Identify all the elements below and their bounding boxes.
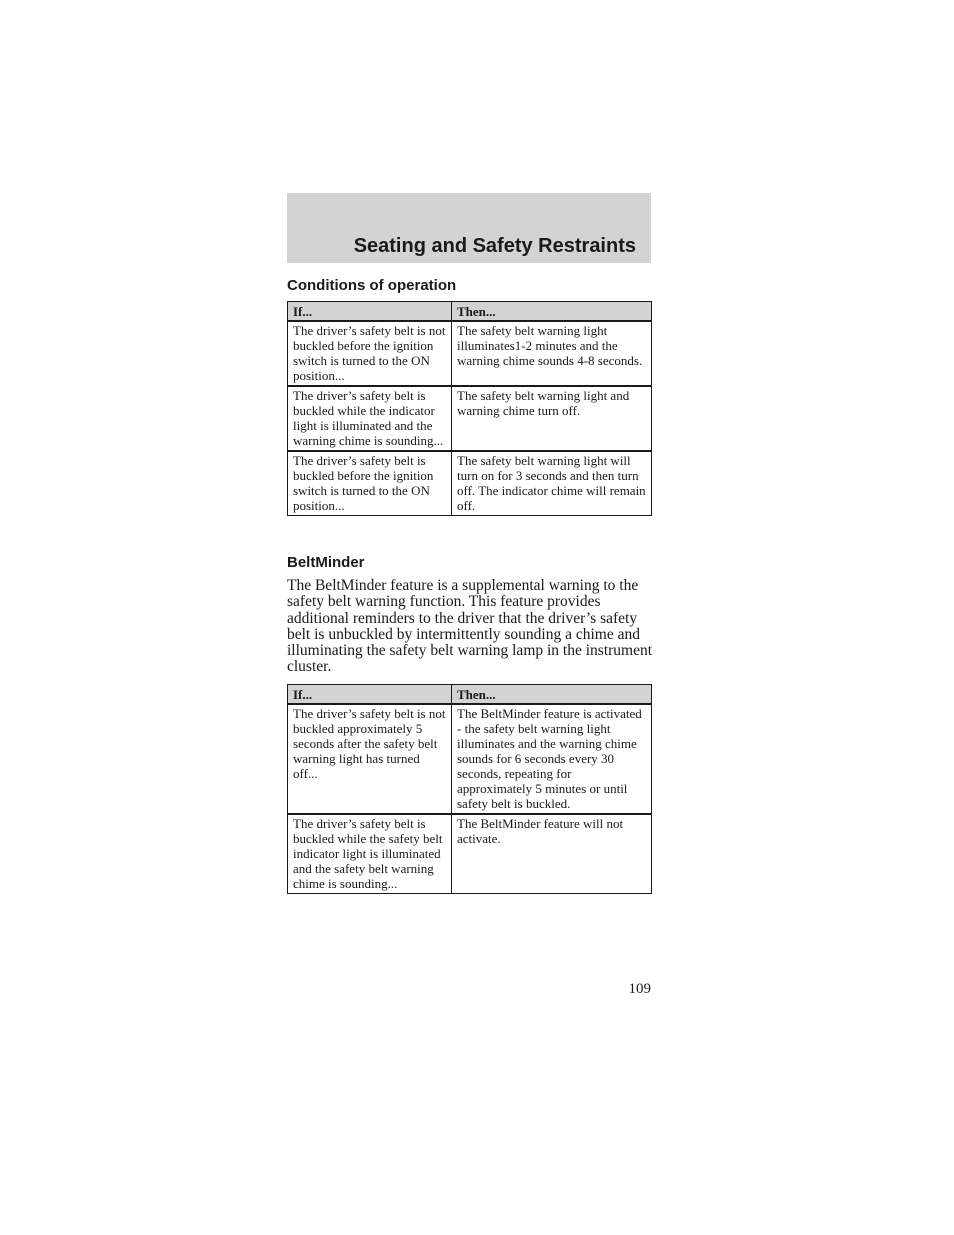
column-header-then: Then... [452,685,652,705]
table-header-row [288,302,652,322]
column-header-if: If... [288,685,452,705]
conditions-heading: Conditions of operation [287,277,457,294]
result-cell: The BeltMinder feature is activated - the safety belt warning light illuminates and the warning chime sounds for 6 seconds every 30 seconds, repeating for approximately 5 minutes or until safety belt is buckled. [452,704,652,814]
table-row [288,451,652,516]
result-cell: The safety belt warning light illuminates1-2 minutes and the warning chime sounds 4-8 seconds. [452,321,652,386]
conditions-table [287,301,652,516]
condition-cell: The driver’s safety belt is not buckled before the ignition switch is turned to the ON position... [288,321,452,386]
result-cell: The BeltMinder feature will not activate. [452,814,652,894]
beltminder-table [287,684,652,894]
page-title: Seating and Safety Restraints [353,235,636,257]
beltminder-heading: BeltMinder [287,554,365,571]
column-header-if: If... [288,302,452,322]
table-row [288,321,652,386]
table-row [288,386,652,451]
table-header-row [288,685,652,705]
condition-cell: The driver’s safety belt is buckled while the indicator light is illuminated and the warning chime is sounding... [288,386,452,451]
header-band [287,193,651,263]
condition-cell: The driver’s safety belt is not buckled approximately 5 seconds after the safety belt warning light has turned off... [288,704,452,814]
result-cell: The safety belt warning light and warning chime turn off. [452,386,652,451]
beltminder-description: The BeltMinder feature is a supplemental warning to the safety belt warning function. This feature provides additional reminders to the driver that the driver’s safety belt is unbuckled by intermittently sounding a chime and illuminating the safety belt warning lamp in the instrument cluster. [287,577,653,676]
result-cell: The safety belt warning light will turn on for 3 seconds and then turn off. The indicator chime will remain off. [452,451,652,516]
table-row [288,814,652,894]
condition-cell: The driver’s safety belt is buckled before the ignition switch is turned to the ON position... [288,451,452,516]
condition-cell: The driver’s safety belt is buckled while the safety belt indicator light is illuminated and the safety belt warning chime is sounding... [288,814,452,894]
table-row [288,704,652,814]
column-header-then: Then... [452,302,652,322]
page-number: 109 [628,981,651,997]
